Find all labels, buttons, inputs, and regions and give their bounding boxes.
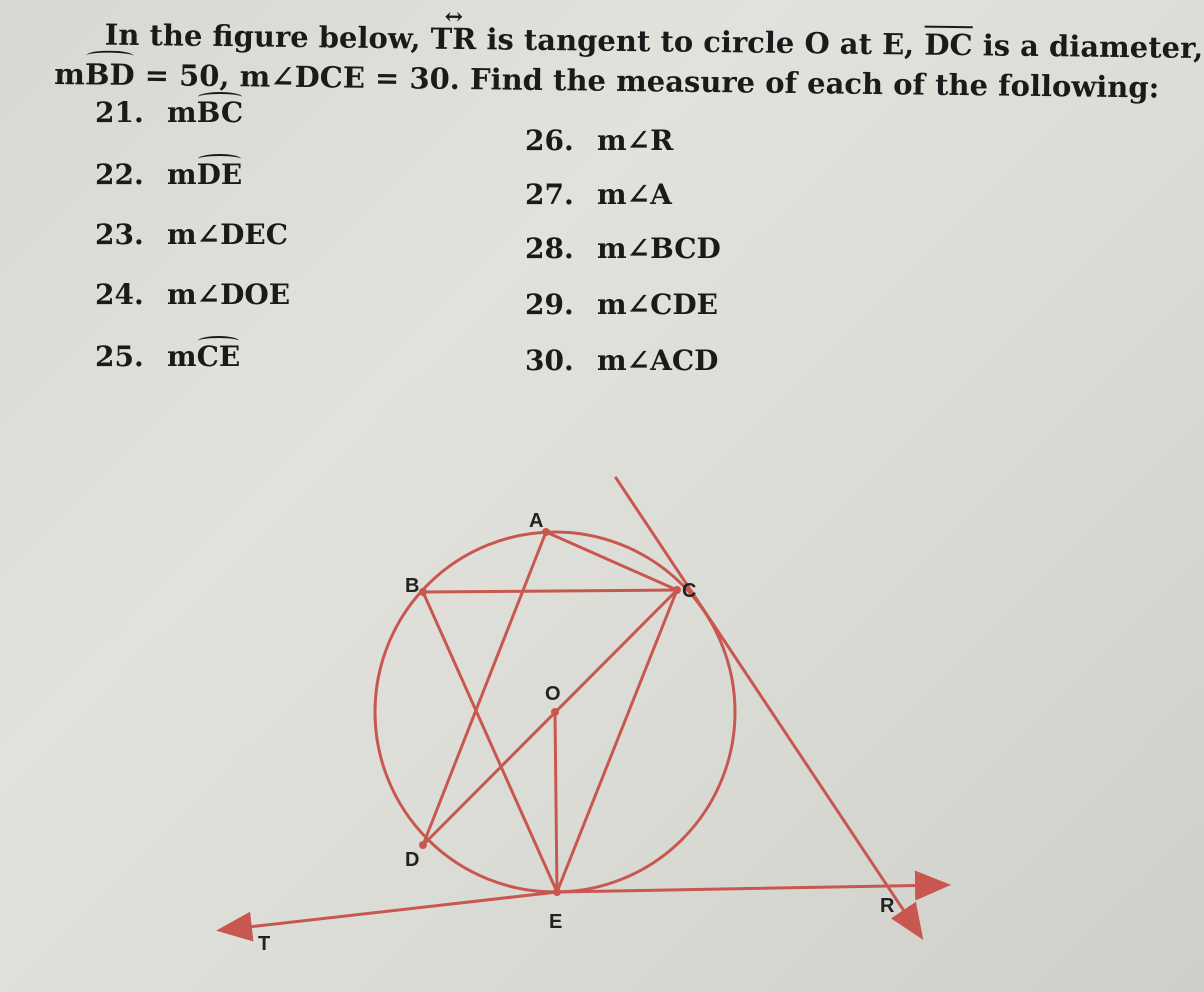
label-r: R — [880, 895, 895, 917]
item-text: m∠ACD — [597, 344, 719, 377]
point-b — [419, 588, 427, 596]
radius-oe — [555, 712, 557, 892]
segment-dc-notation: $\overline{DC}$ — [924, 27, 973, 63]
point-e — [553, 888, 561, 896]
secant-line-r — [616, 478, 920, 935]
item-number: 30. — [525, 344, 574, 377]
item-text: m — [167, 158, 197, 191]
diameter-dc — [423, 590, 677, 845]
item-text: m∠DOE — [167, 278, 291, 311]
tangent-ray-er — [557, 885, 945, 892]
instruction-text: is tangent to circle O at E, — [476, 22, 925, 62]
label-e: E — [549, 911, 563, 933]
label-b: B — [405, 575, 420, 597]
point-d — [419, 841, 427, 849]
label-t: T — [258, 933, 271, 955]
item-number: 22. — [95, 158, 144, 191]
item-text: m — [167, 96, 197, 129]
item-number: 23. — [95, 218, 144, 251]
instruction-text: is a diameter, — [972, 28, 1204, 66]
item-text: m∠R — [597, 124, 674, 157]
point-c — [673, 586, 681, 594]
item-number: 25. — [95, 340, 144, 373]
item-number: 21. — [95, 96, 144, 129]
arc-bd-notation: BD — [85, 54, 135, 95]
item-number: 24. — [95, 278, 144, 311]
center-point-o — [551, 708, 559, 716]
arc-notation: BC — [196, 96, 244, 129]
item-number: 29. — [525, 288, 574, 321]
instruction-text: = 50, m∠DCE = 30. Find the measure of each of the following: — [134, 57, 1160, 105]
chord-da — [423, 532, 546, 845]
tangent-ray-et — [222, 892, 557, 930]
item-number: 28. — [525, 232, 574, 265]
line-tr-notation: ↔ TR — [430, 19, 476, 60]
item-text: m — [167, 340, 197, 373]
chord-be — [423, 592, 557, 892]
item-text: m∠CDE — [597, 288, 718, 321]
arc-notation: CE — [196, 340, 241, 373]
item-text: m∠DEC — [167, 218, 288, 251]
label-a: A — [529, 510, 544, 532]
item-number: 27. — [525, 178, 574, 211]
label-o: O — [545, 683, 561, 705]
item-number: 26. — [525, 124, 574, 157]
instruction-text: m — [54, 56, 86, 92]
arc-notation: DE — [196, 158, 243, 191]
item-text: m∠A — [597, 178, 672, 211]
label-c: C — [682, 580, 697, 602]
instruction-text: In the figure below, — [104, 17, 431, 56]
label-d: D — [405, 849, 420, 871]
item-text: m∠BCD — [597, 232, 721, 265]
chord-bc — [423, 590, 677, 592]
chord-ec — [557, 590, 677, 892]
